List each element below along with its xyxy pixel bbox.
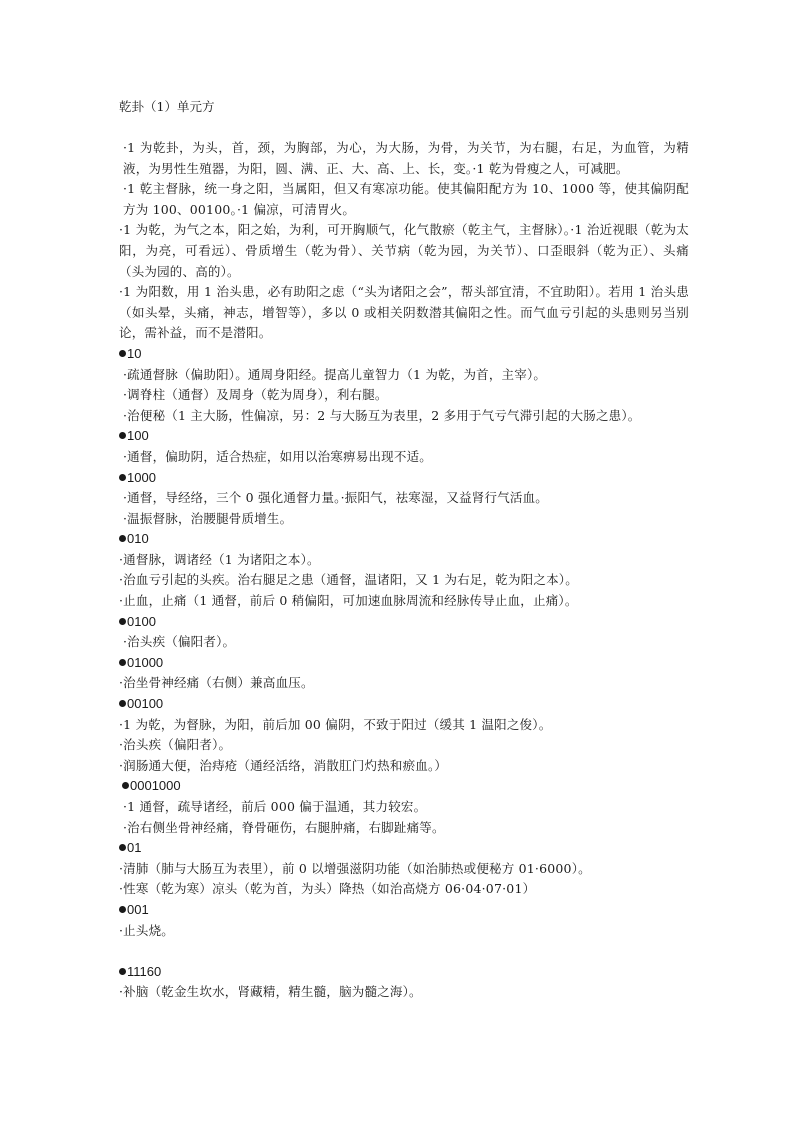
list-item: ·治便秘（1 主大肠，性偏凉，另：2 与大肠互为表里，2 多用于气亏气滞引起的大肠之患）。 — [123, 407, 641, 423]
intro-paragraph: ·1 为乾，为气之本，阳之始，为利，可开胸顺气，化气散瘀（乾主气，主督脉）。·1 治近视眼（乾为太阳，为亮，可看远）、骨质增生（乾为骨）、关节病（乾为园，为关节）、口歪眼斜（乾为正）、头痛（头为园的、高的）。 — [119, 222, 689, 279]
document-page — [119, 96, 689, 1003]
bullet-icon — [119, 432, 126, 439]
bullet-icon — [119, 474, 126, 481]
list-item: ·温振督脉，治腰腿骨质增生。 — [123, 510, 293, 526]
bullet-icon — [119, 968, 126, 975]
section-code: 01 — [127, 840, 142, 856]
bullet-icon — [119, 700, 126, 707]
section-code: 100 — [127, 428, 149, 444]
list-item: ·治血亏引起的头疾。治右腿足之患（通督，温诸阳，又 1 为右足，乾为阳之本）。 — [119, 572, 578, 588]
list-item: ·补脑（乾金生坎水，肾藏精，精生髓，脑为髓之海）。 — [119, 984, 422, 1000]
section-heading — [119, 653, 689, 674]
list-item: ·性寒（乾为寒）凉头（乾为首，为头）降热（如治高烧方 06·04·07·01） — [119, 881, 536, 897]
section-heading — [119, 344, 689, 365]
document-title: 乾卦（1）单元方 — [119, 99, 215, 114]
list-item: ·调脊柱（通督）及周身（乾为周身），利右腿。 — [123, 387, 388, 403]
list-item: ·清肺（肺与大肠互为表里），前 0 以增强滋阴功能（如治肺热或便秘方 01·6000）。 — [119, 860, 591, 876]
section-heading — [119, 612, 689, 633]
list-item: ·治头疾（偏阳者）。 — [119, 737, 232, 753]
intro-paragraph: ·1 为阳数，用 1 治头患，必有助阳之虑（“头为诸阳之会”，帮头部宜清，不宜助阳）。若用 1 治头患（如头晕，头痛，神志，增智等），多以 0 或相关阴数潜其偏阳之性。而气血亏引起的头患则另当别论，需补益，而不是潜阳。 — [119, 284, 689, 341]
list-item: ·疏通督脉（偏助阳）。通周身阳经。提高儿童智力（1 为乾，为首，主宰）。 — [123, 366, 547, 382]
bullet-icon — [119, 659, 126, 666]
section-code: 11160 — [127, 963, 162, 979]
list-item: ·止头烧。 — [119, 922, 174, 938]
intro-paragraph: ·1 为乾卦，为头，首，颈，为胸部，为心，为大肠，为骨，为关节，为右腿，右足，为血管，为精液，为男性生殖器，为阳，圆、满、正、大、高、上、长，变。·1 乾为骨瘦之人，可减肥。 — [123, 140, 689, 176]
bullet-icon — [119, 618, 126, 625]
section-code: 010 — [127, 531, 149, 547]
list-item: ·治右侧坐骨神经痛，脊骨砸伤，右腿肿痛，右脚趾痛等。 — [123, 819, 445, 835]
list-item: ·润肠通大便，治痔疮（通经活络，消散肛门灼热和瘀血。） — [119, 757, 448, 773]
section-code: 01000 — [127, 654, 164, 670]
intro-paragraph: ·1 乾主督脉，统一身之阳，当属阳，但又有寒凉功能。使其偏阳配方为 10、1000 等，使其偏阴配方为 100、00100。·1 偏凉，可清胃火。 — [123, 181, 689, 217]
list-item: ·治坐骨神经痛（右侧）兼高血压。 — [119, 675, 314, 691]
list-item: ·1 为乾，为督脉，为阳，前后加 00 偏阴，不致于阳过（缓其 1 温阳之俊）。 — [119, 716, 552, 732]
section-heading — [119, 694, 689, 715]
section-heading — [119, 529, 689, 550]
list-item: ·通督，导经络，三个 0 强化通督力量。·振阳气，祛寒湿，又益肾行气活血。 — [123, 490, 548, 506]
list-item: ·通督，偏助阴，适合热症，如用以治寒痹易出现不适。 — [123, 448, 432, 464]
bullet-icon — [119, 350, 126, 357]
section-heading — [119, 838, 689, 859]
bullet-icon — [122, 782, 129, 789]
section-heading — [119, 962, 689, 983]
section-heading — [119, 776, 689, 797]
section-code: 0001000 — [130, 778, 181, 794]
section-code: 00100 — [127, 696, 164, 712]
blank-line — [119, 941, 689, 962]
section-code: 1000 — [127, 469, 156, 485]
list-item: ·通督脉，调诸经（1 为诸阳之本）。 — [119, 551, 320, 567]
section-code: 0100 — [127, 613, 156, 629]
section-heading — [119, 900, 689, 921]
section-heading — [119, 426, 689, 447]
list-item: ·1 通督，疏导诸经，前后 000 偏于温通，其力较宏。 — [123, 799, 427, 814]
list-item: ·止血，止痛（1 通督，前后 0 稍偏阳，可加速血脉周流和经脉传导止血，止痛）。 — [119, 593, 578, 609]
bullet-icon — [119, 535, 126, 542]
bullet-icon — [119, 906, 126, 913]
section-heading — [119, 468, 689, 489]
section-code: 001 — [127, 901, 149, 917]
bullet-icon — [119, 844, 126, 851]
section-code: 10 — [127, 345, 142, 361]
list-item: ·治头疾（偏阳者）。 — [123, 634, 236, 650]
